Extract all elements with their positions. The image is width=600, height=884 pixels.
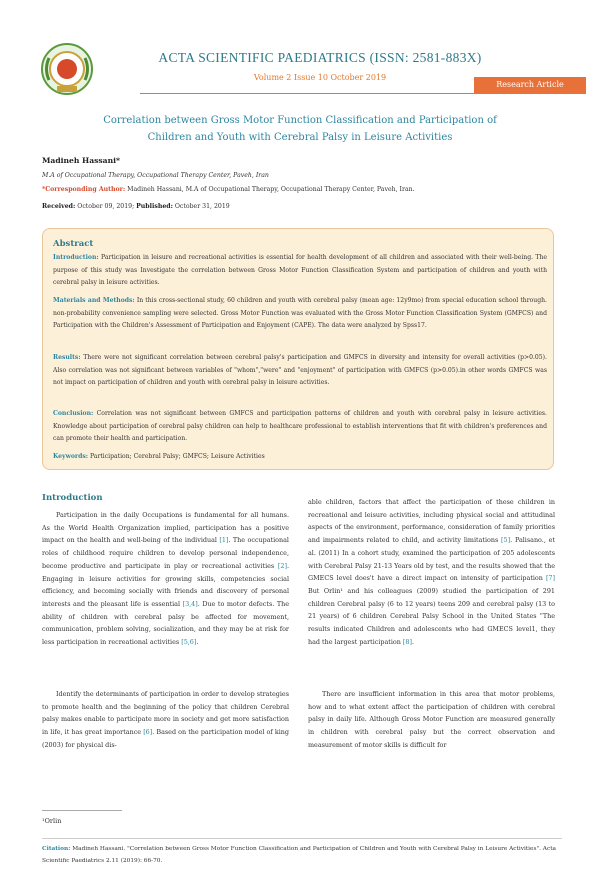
citation	[42, 844, 562, 867]
abstract-keywords	[53, 451, 547, 464]
abstract-results-label: Results:	[53, 354, 81, 361]
text-run: .	[411, 637, 415, 646]
article-type-badge: Research Article	[474, 77, 586, 93]
received-date: October 09, 2019;	[75, 203, 137, 210]
text-run: . Due to motor defects. The ability of children with cerebral palsy be affected for movement, communication, problem solving, socialization, and they may be at risk for less participation in recreational activities	[42, 599, 289, 647]
author-name: Madineh Hassani*	[42, 156, 120, 165]
abstract-intro-text: Participation in leisure and recreational activities is essential for health development of all children and associated with their well-being. The purpose of this study was Investigate the correlation between Gross Motor Function Classification System and participation of children and youth with cerebral palsy in leisure activities.	[53, 254, 547, 287]
citation-label: Citation:	[42, 846, 71, 852]
published-date: October 31, 2019	[172, 203, 230, 210]
text-run: able children, factors that affect the participation of these children in recreational and leisure activities, including physical social and attitudinal aspects of the environment, performance, consideration of family priorities and impairments related to child, and activity limitations	[308, 498, 555, 545]
text-run: . Engaging in leisure activities for growing skills, competencies social efficiency, and becoming socially with friends and discovery of personal interests and the pleasant life is essential	[42, 561, 289, 608]
left-column-paragraph-1	[42, 509, 289, 649]
author-affiliation: M.A of Occupational Therapy, Occupational Therapy Center, Paveh, Iran	[42, 172, 269, 179]
paper-title	[60, 112, 540, 146]
footnote-divider	[42, 810, 122, 811]
corresponding-author	[42, 186, 415, 193]
reference-link[interactable]: [1]	[219, 536, 229, 545]
reference-link[interactable]: [2]	[277, 561, 287, 570]
abstract-conclusion-text: Correlation was not significant between GMFCS and participation patterns of children and youth with cerebral palsy in leisure activities. Knowledge about participation of cerebral palsy children can help to healthcare professional to establish interventions that fit with children's preferences and can promote their health and participation.	[53, 410, 547, 443]
text-run: Identify the determinants of participation in order to develop strategies to promote health and the beginning of the policy that children Cerebral palsy makes enable to participate more in society and get more satisfaction in life, it has great importance	[42, 690, 289, 737]
title-line-2: Children and Youth with Cerebral Palsy in Leisure Activities	[147, 132, 453, 143]
abstract-conclusion	[53, 408, 547, 446]
introduction-heading: Introduction	[42, 493, 103, 503]
reference-link[interactable]: [5,6]	[181, 638, 197, 647]
received-label: Received:	[42, 203, 76, 210]
abstract-methods-text: In this cross-sectional study, 60 children and youth with cerebral palsy (mean age: 12y9mo) from special education school through. non-probability convenience sampling were selected. Gross Motor Function was evaluated with the Gross Motor Function Classification System (GMFCS) and Participation with the Children's Assessment of Participation and Enjoyment (CAPE). The data were analyzed by Spss17.	[53, 297, 547, 330]
text-run: . Palisano., et al. (2011) In a cohort study, examined the participation of 205 adolescents with Cerebral Palsy 21-13 Years old by test, and the results showed that the GMECS level does't have a direct impact on intensity of participation	[308, 536, 556, 583]
published-label: Published:	[136, 203, 173, 210]
abstract-results-text: There were not significant correlation between cerebral palsy's participation and GMFCS in diversity and intensity for overall activities (p>0.05). Also correlation was not significant between variables of "whom","were" and "enjoyment" of participation with GMFCS (p>0.05).in other words GMFCS was not impact on participation of children and youth with cerebral palsy in leisure activities.	[53, 354, 547, 387]
text-run: . Based on the participation model of king (2003) for physical dis-	[42, 728, 289, 749]
text-run: But Orlin¹ and his colleagues (2009) studied the participation of 291 children Cerebral palsy (6 to 12 years) teens 209 and cerebral palsy (13 to 21 years) of 6 children Cerebral Palsy School in the United States "The results indicated Children and adolescents who had GMECS level1, they had the largest participation	[308, 586, 555, 646]
text-run: . The occupational roles of childhood require children to develop personal independence, become productive and participate in play or recreational activities	[42, 536, 289, 570]
text-run: Participation in the daily Occupations is fundamental for all humans. As the World Health Organization implied, participation has a positive impact on the health and well-being of the individual	[42, 511, 289, 545]
abstract-heading: Abstract	[53, 239, 94, 249]
journal-title: ACTA SCIENTIFIC PAEDIATRICS (ISSN: 2581-883X)	[158, 50, 482, 65]
text-run: .	[196, 638, 199, 647]
corresponding-text: Madineh Hassani, M.A of Occupational Therapy, Occupational Therapy Center, Paveh, Iran.	[125, 186, 415, 193]
citation-divider	[42, 838, 562, 839]
left-column-paragraph-2	[42, 688, 289, 752]
reference-link[interactable]: [5]	[501, 536, 511, 545]
corresponding-label: *Corresponding Author:	[42, 186, 126, 193]
issue-info: Volume 2 Issue 10 October 2019	[253, 73, 387, 82]
abstract-introduction	[53, 252, 547, 290]
publication-dates	[42, 203, 230, 210]
header-divider	[140, 93, 586, 94]
reference-link[interactable]: [3,4]	[182, 599, 198, 608]
title-line-1: Correlation between Gross Motor Function Classification and Participation of	[103, 115, 497, 126]
abstract-methods-label: Materials and Methods:	[53, 297, 135, 304]
abstract-conclusion-label: Conclusion:	[53, 410, 94, 417]
reference-link[interactable]: [8]	[402, 637, 412, 646]
keywords-text: Participation; Cerebral Palsy; GMFCS; Leisure Activities	[88, 453, 265, 460]
journal-emblem-icon	[40, 42, 94, 96]
abstract-results	[53, 352, 547, 390]
right-column-paragraph-2: There are insufficient information in this area that motor problems, how and to what extent affect the participation of children with cerebral palsy in daily life. Although Gross Motor Function are measured generally in children with cerebral palsy but the correct observation and measurement of motor skills is difficult for	[308, 690, 555, 749]
keywords-label: Keywords:	[53, 453, 89, 460]
footnote: ¹Orlin	[42, 817, 62, 825]
abstract-methods	[53, 295, 547, 333]
reference-link[interactable]: [7]	[545, 574, 555, 583]
right-column-paragraph-1	[308, 496, 555, 648]
citation-text: Madineh Hassani. "Correlation between Gross Motor Function Classification and Participation of Children and Youth with Cerebral Palsy in Leisure Activities". Acta Scientific Paediatrics 2.11 (2019): 66-70.	[42, 846, 557, 864]
reference-link[interactable]: [6]	[143, 728, 153, 737]
abstract-intro-label: Introduction:	[53, 254, 99, 261]
